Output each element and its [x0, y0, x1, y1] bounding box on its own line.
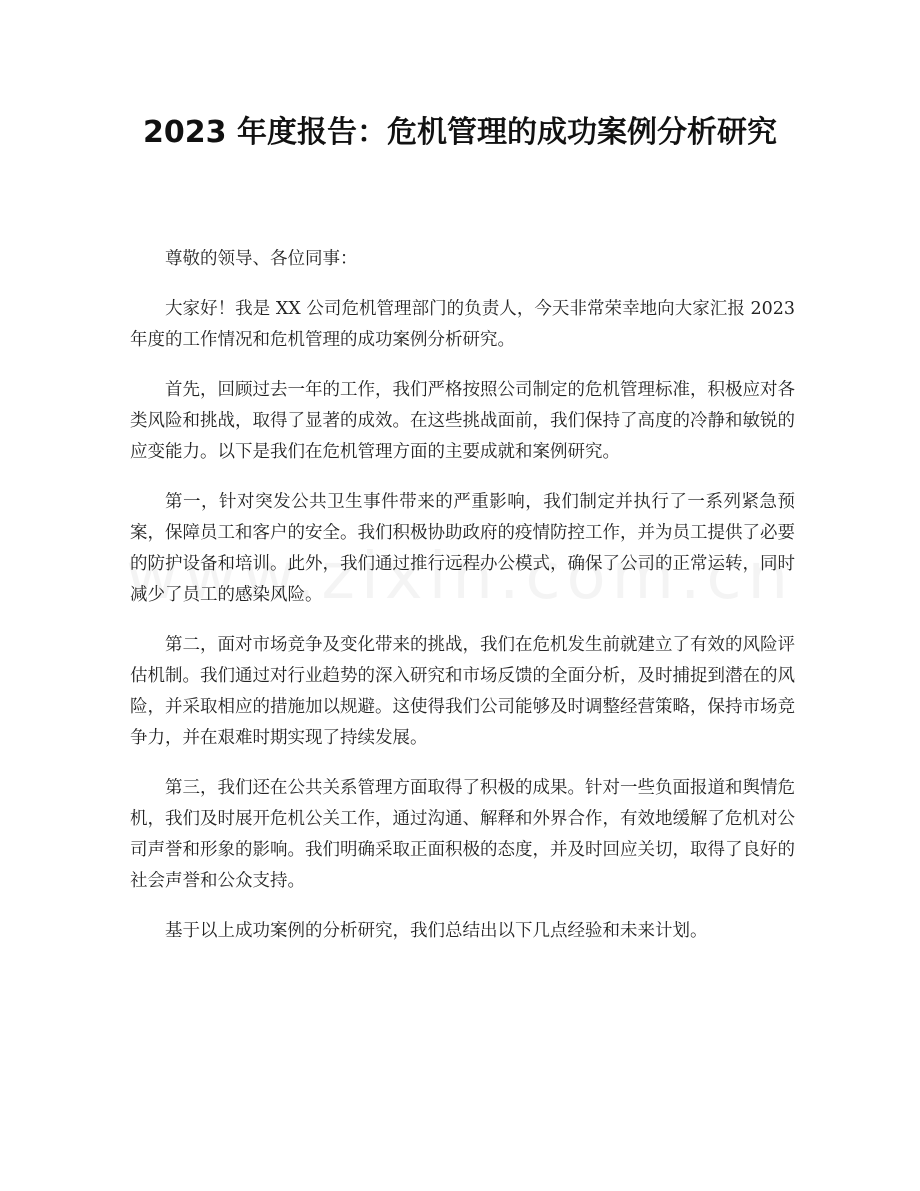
case-two-paragraph: 第二，面对市场竞争及变化带来的挑战，我们在危机发生前就建立了有效的风险评估机制。我们通过对行业趋势的深入研究和市场反馈的全面分析，及时捕捉到潜在的风险，并采取相应的措施加以规避。这使得我们公司能够及时调整经营策略，保持市场竞争力，并在艰难时期实现了持续发展。 [130, 635, 795, 748]
greeting-paragraph: 大家好！我是 XX 公司危机管理部门的负责人，今天非常荣幸地向大家汇报 2023 年度的工作情况和危机管理的成功案例分析研究。 [130, 299, 795, 350]
document-body [130, 244, 795, 966]
case-three-paragraph: 第三，我们还在公共关系管理方面取得了积极的成果。针对一些负面报道和舆情危机，我们及时展开危机公关工作，通过沟通、解释和外界合作，有效地缓解了危机对公司声誉和形象的影响。我们明确采取正面积极的态度，并及时回应关切，取得了良好的社会声誉和公众支持。 [130, 778, 795, 891]
case-one-paragraph: 第一，针对突发公共卫生事件带来的严重影响，我们制定并执行了一系列紧急预案，保障员工和客户的安全。我们积极协助政府的疫情防控工作，并为员工提供了必要的防护设备和培训。此外，我们通过推行远程办公模式，确保了公司的正常运转，同时减少了员工的感染风险。 [130, 492, 795, 605]
review-paragraph: 首先，回顾过去一年的工作，我们严格按照公司制定的危机管理标准，积极应对各类风险和挑战，取得了显著的成效。在这些挑战面前，我们保持了高度的冷静和敏锐的应变能力。以下是我们在危机管理方面的主要成就和案例研究。 [130, 380, 795, 462]
summary-paragraph: 基于以上成功案例的分析研究，我们总结出以下几点经验和未来计划。 [165, 921, 708, 941]
document-title: 2023 年度报告：危机管理的成功案例分析研究 [143, 115, 777, 150]
salutation-paragraph: 尊敬的领导、各位同事： [165, 249, 358, 269]
